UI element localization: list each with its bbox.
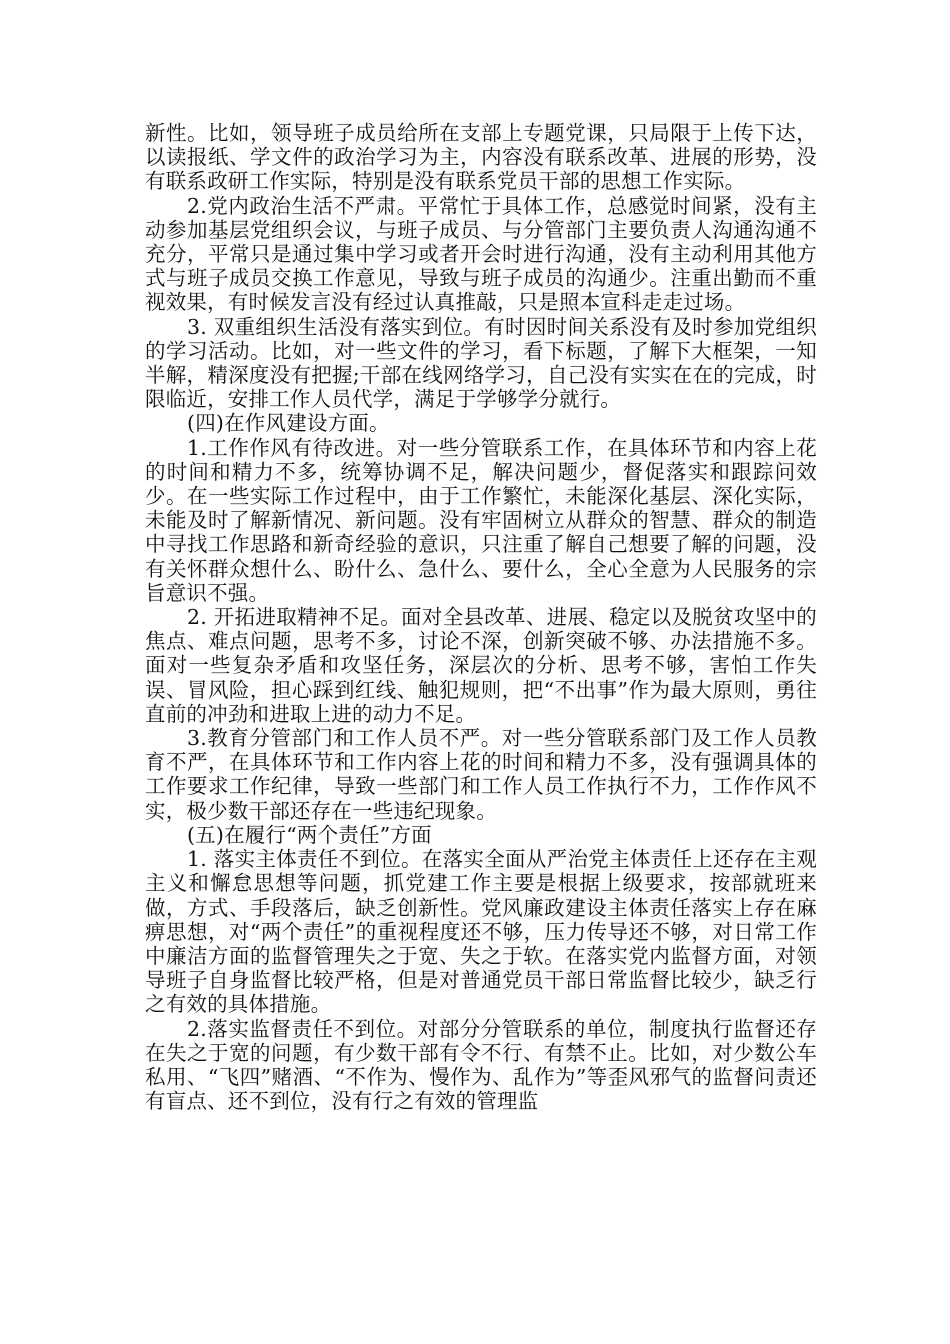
paragraph-5: 1.工作作风有待改进。对一些分管联系工作，在具体环节和内容上花的时间和精力不多，统筹协调不足，解决问题少，督促落实和跟踪问效少。在一些实际工作过程中，由于工作繁忙，未能深化基层、深化实际，未能及时了解新情况、新问题。没有牢固树立从群众的智慧、群众的制造中寻找工作思路和新奇经验的意识，只注重了解自己想要了解的问题，没有关怀群众想什么、盼什么、急什么、要什么，全心全意为人民服务的宗旨意识不强。 <box>145 435 817 605</box>
paragraph-6: 2. 开拓进取精神不足。面对全县改革、进展、稳定以及脱贫攻坚中的焦点、难点问题，思考不多，讨论不深，创新突破不够、办法措施不多。面对一些复杂矛盾和攻坚任务，深层次的分析、思考不够，害怕工作失误、冒风险，担心踩到红线、触犯规则，把“不出事”作为最大原则，勇往直前的冲劲和进取上进的动力不足。 <box>145 605 817 726</box>
paragraph-10: 2.落实监督责任不到位。对部分分管联系的单位，制度执行监督还存在失之于宽的问题，有少数干部有令不行、有禁不止。比如，对少数公车私用、“飞四”赌酒、“不作为、慢作为、乱作为”等歪风邪气的监督问责还有盲点、还不到位，没有行之有效的管理监 <box>145 1016 817 1114</box>
paragraph-3: 3. 双重组织生活没有落实到位。有时因时间关系没有及时参加党组织的学习活动。比如，对一些文件的学习，看下标题，了解下大框架，一知半解，精深度没有把握;干部在线网络学习，自己没有实实在在的完成，时限临近，安排工作人员代学，满足于学够学分就行。 <box>145 314 817 412</box>
section-heading-4: (四)在作风建设方面。 <box>187 411 390 436</box>
paragraph-9: 1. 落实主体责任不到位。在落实全面从严治党主体责任上还存在主观主义和懈怠思想等问题，抓党建工作主要是根据上级要求，按部就班来做，方式、手段落后，缺乏创新性。党风廉政建设主体责任落实上存在麻痹思想，对“两个责任”的重视程度还不够，压力传导还不够，对日常工作中廉洁方面的监督管理失之于宽、失之于软。在落实党内监督方面，对领导班子自身监督比较严格，但是对普通党员干部日常监督比较少，缺乏行之有效的具体措施。 <box>145 847 817 1017</box>
document-page <box>145 121 817 1113</box>
paragraph-2: 2.党内政治生活不严肃。平常忙于具体工作，总感觉时间紧，没有主动参加基层党组织会议，与班子成员、与分管部门主要负责人沟通沟通不充分，平常只是通过集中学习或者开会时进行沟通，没有主动利用其他方式与班子成员交换工作意见，导致与班子成员的沟通少。注重出勤而不重视效果，有时候发言没有经过认真推敲，只是照本宣科走走过场。 <box>145 193 817 315</box>
section-heading-5: (五)在履行“两个责任”方面 <box>187 822 432 847</box>
paragraph-7: 3.教育分管部门和工作人员不严。对一些分管联系部门及工作人员教育不严，在具体环节和工作内容上花的时间和精力不多，没有强调具体的工作要求工作纪律，导致一些部门和工作人员工作执行不力，工作作风不实，极少数干部还存在一些违纪现象。 <box>145 726 817 823</box>
paragraph-1: 新性。比如，领导班子成员给所在支部上专题党课，只局限于上传下达，以读报纸、学文件的政治学习为主，内容没有联系改革、进展的形势，没有联系政研工作实际，特别是没有联系党员干部的思想工作实际。 <box>145 121 817 194</box>
